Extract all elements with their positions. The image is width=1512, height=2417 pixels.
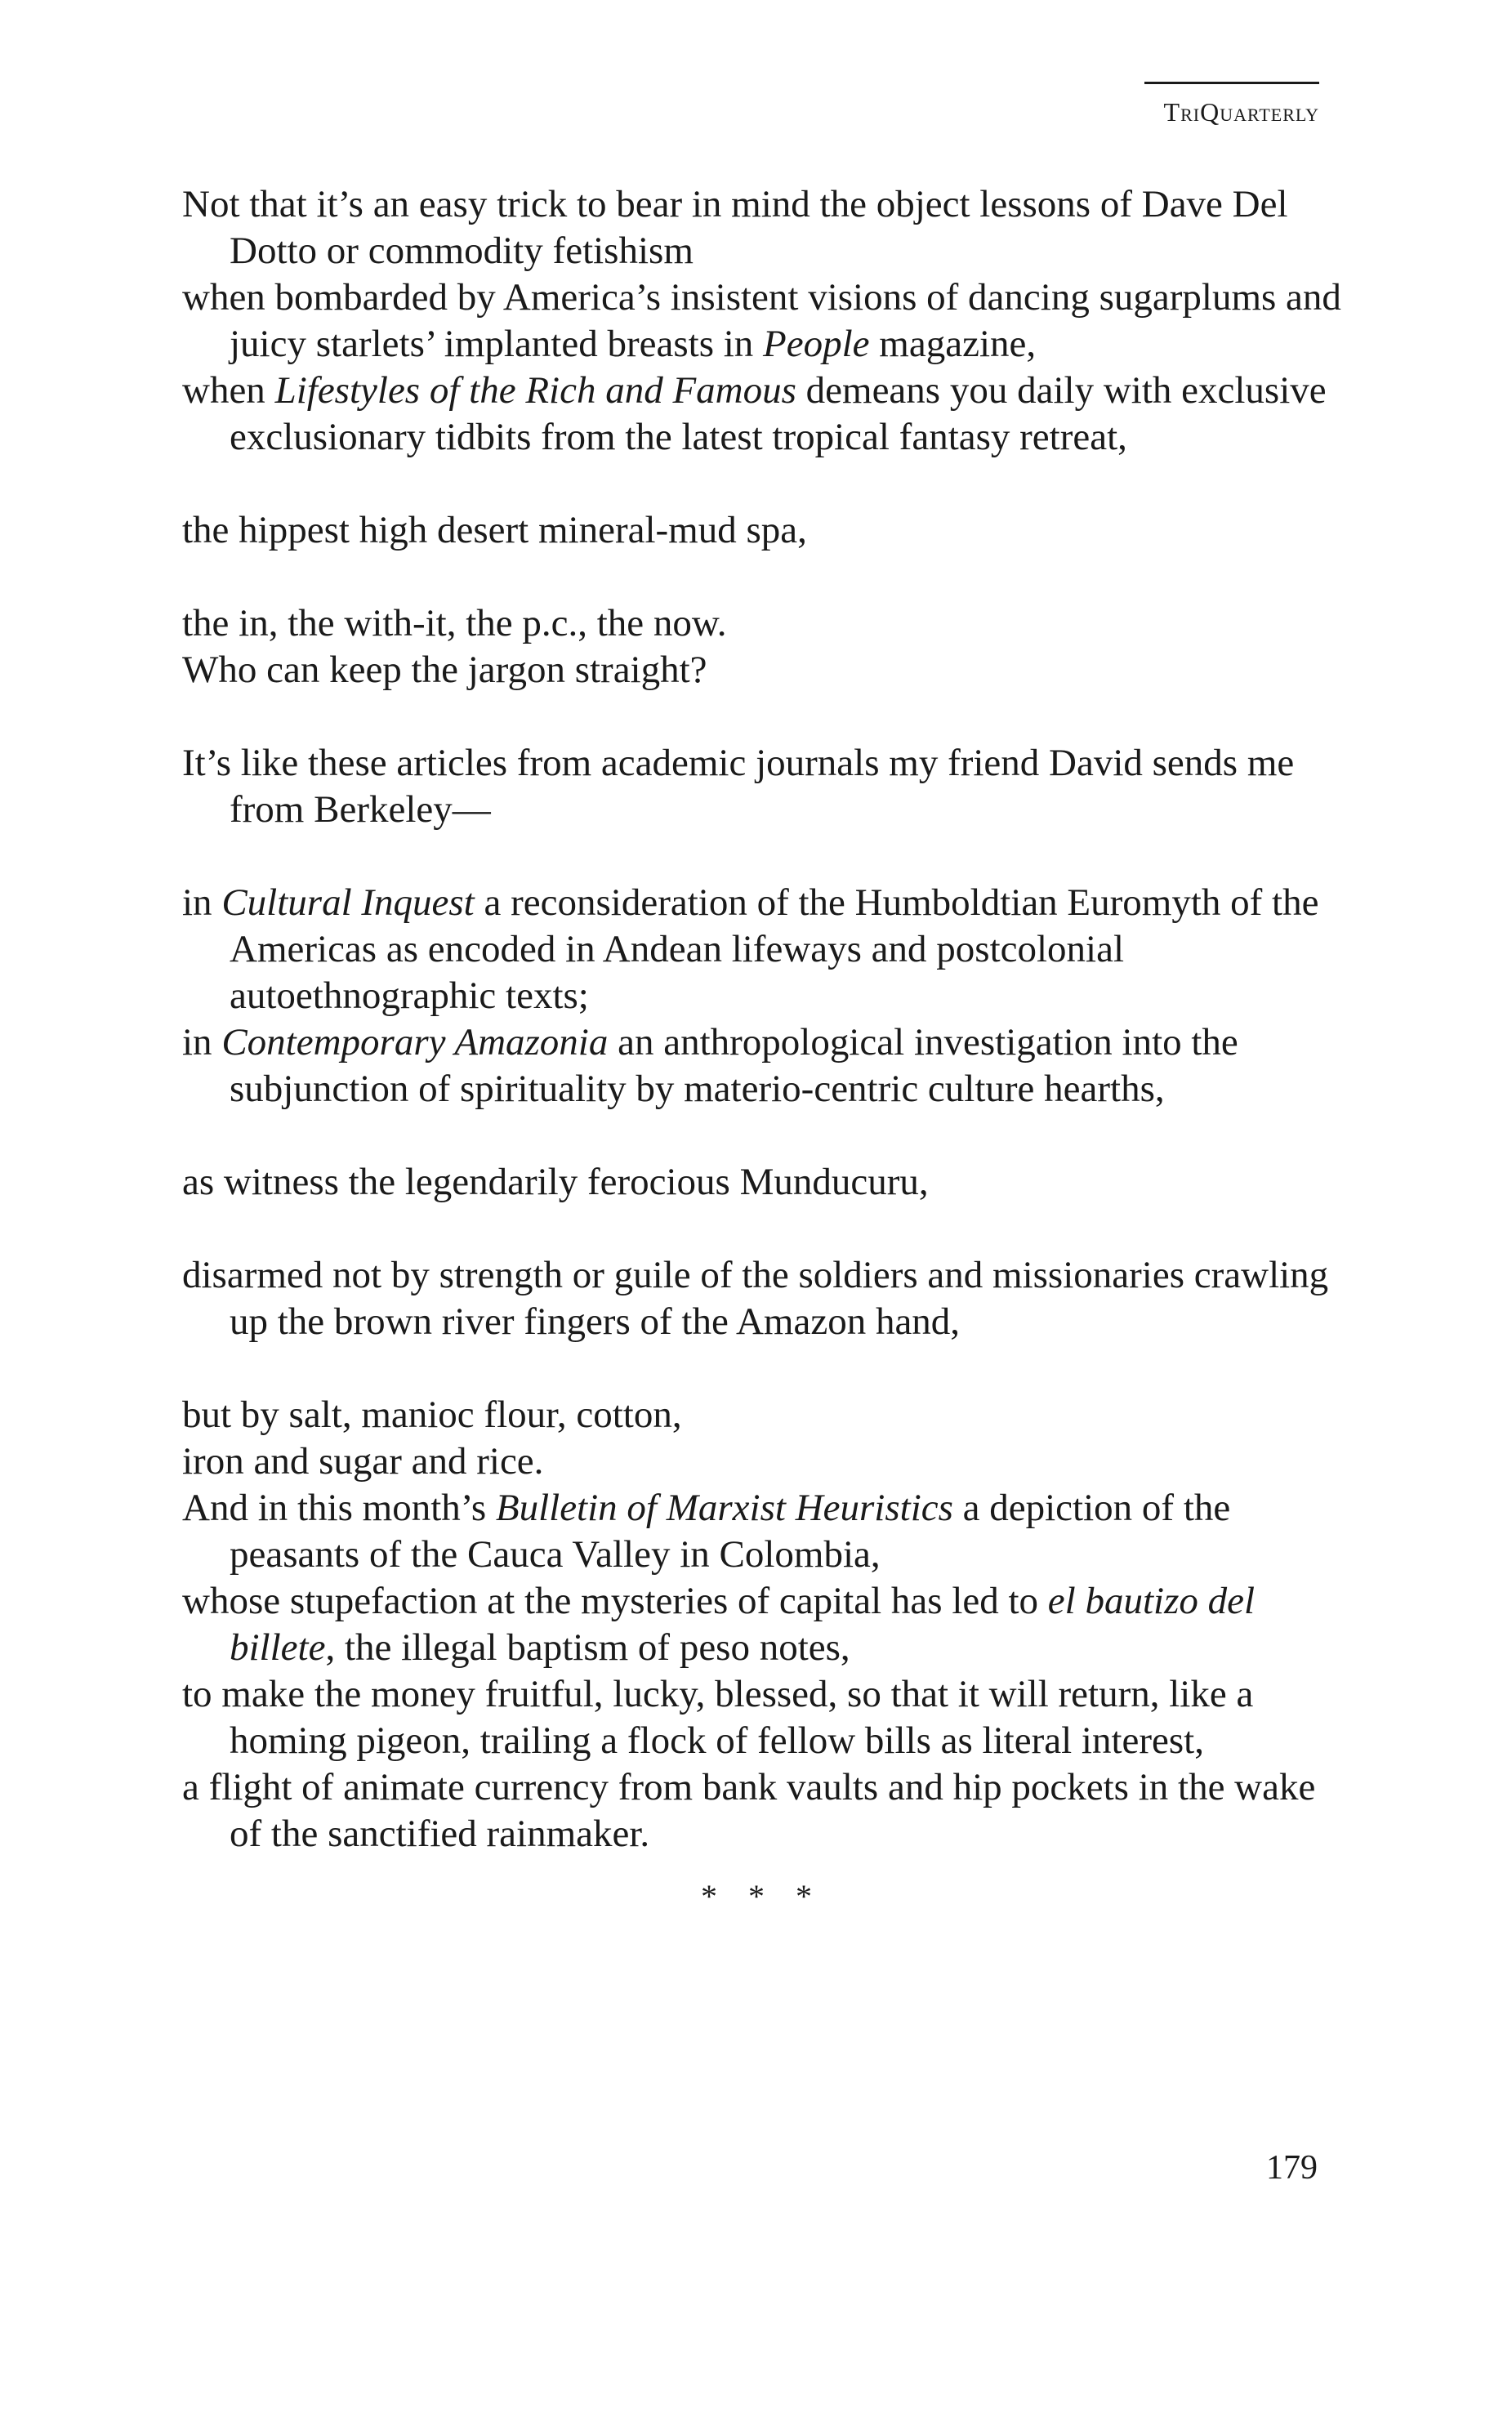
- poem-line: as witness the legendarily ferocious Munducuru,: [182, 1161, 929, 1203]
- poem-line: a flight of animate currency from bank vaults and hip pockets in the wake of the sanctified rainmaker.: [182, 1766, 1316, 1855]
- poem-line: It’s like these articles from academic journals my friend David sends me from Berkeley—: [182, 742, 1295, 831]
- header-rule: [1144, 82, 1319, 84]
- running-title: TriQuarterly: [1163, 97, 1319, 127]
- poem-line: whose stupefaction at the mysteries of capital has led to el bautizo del billete, the illegal baptism of peso notes,: [182, 1580, 1256, 1669]
- section-separator: * * *: [701, 1878, 823, 1915]
- poem-body: [182, 181, 1342, 1915]
- poem-line: when Lifestyles of the Rich and Famous demeans you daily with exclusive exclusionary tidbits from the latest tropical fantasy retreat,: [182, 369, 1327, 458]
- show-title: Lifestyles of the Rich and Famous: [274, 369, 796, 412]
- poem-line: to make the money fruitful, lucky, blessed, so that it will return, like a homing pigeon, trailing a flock of fellow bills as literal interest,: [182, 1673, 1254, 1762]
- poem-line: And in this month’s Bulletin of Marxist Heuristics a depiction of the peasants of the Cauca Valley in Colombia,: [182, 1487, 1231, 1576]
- page-number: 179: [1266, 2149, 1318, 2187]
- poem-line: iron and sugar and rice.: [182, 1440, 544, 1483]
- journal-title: Cultural Inquest: [221, 881, 475, 924]
- magazine-title: People: [763, 323, 870, 365]
- poem-line: in Contemporary Amazonia an anthropological investigation into the subjunction of spirituality by materio-centric culture hearths,: [182, 1021, 1238, 1110]
- running-header: [1144, 82, 1319, 127]
- poem-line: but by salt, manioc flour, cotton,: [182, 1394, 682, 1436]
- poem-line: disarmed not by strength or guile of the soldiers and missionaries crawling up the brown river fingers of the Amazon hand,: [182, 1254, 1329, 1343]
- poem-line: the in, the with-it, the p.c., the now.: [182, 602, 727, 644]
- spanish-phrase: el bautizo del billete: [230, 1580, 1256, 1669]
- poem-line: when bombarded by America’s insistent visions of dancing sugarplums and juicy starlets’ implanted breasts in People magazine,: [182, 276, 1341, 365]
- journal-title: Contemporary Amazonia: [221, 1021, 609, 1064]
- poem-line: Who can keep the jargon straight?: [182, 649, 707, 691]
- poem-line: Not that it’s an easy trick to bear in mind the object lessons of Dave Del Dotto or commodity fetishism: [182, 183, 1288, 272]
- poem-line: in Cultural Inquest a reconsideration of the Humboldtian Euromyth of the Americas as encoded in Andean lifeways and postcolonial autoethnographic texts;: [182, 881, 1319, 1017]
- journal-title: Bulletin of Marxist Heuristics: [495, 1487, 953, 1529]
- poem-line: the hippest high desert mineral-mud spa,: [182, 509, 807, 551]
